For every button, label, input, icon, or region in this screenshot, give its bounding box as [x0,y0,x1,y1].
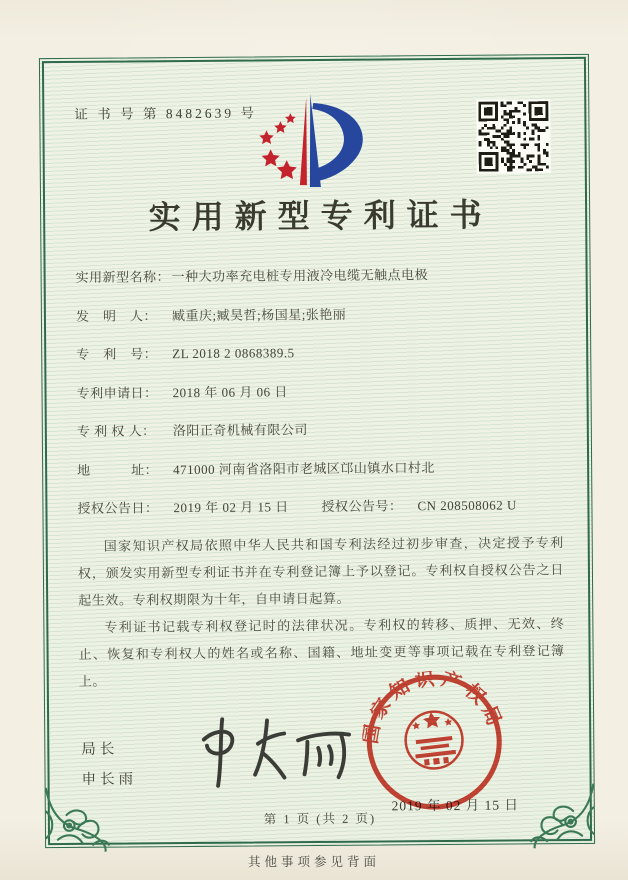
field-label: 专 利 权 人： [76,423,156,439]
officer-name: 申长雨 [81,771,138,788]
field-value: 臧重庆;臧昊哲;杨国星;张艳丽 [171,306,347,323]
back-note: 其他事项参见背面 [247,855,380,869]
field-label: 实用新型名称： [75,269,171,285]
field-value: 洛阳正奇机械有限公司 [172,422,308,439]
certificate-number: 证 书 号 第 8482639 号 [74,105,258,122]
officer-title: 局长 [81,741,119,758]
legal-paragraph-1: 国家知识产权局依照中华人民共和国专利法经过初步审查，决定授予专利权，颁发实用新型专利证书并在专利登记簿上予以登记。专利权自授权公告之日起生效。专利权期限为十年，自申请日起算。 [77,535,564,608]
field-value: 2018 年 06 月 06 日 [172,383,288,400]
field-value: 2019 年 02 月 15 日 [173,499,289,516]
seal-date: 2019 年 02 月 15 日 [391,797,520,814]
field-value: 一种大功率充电桩专用液冷电缆无触点电极 [171,267,429,285]
field-invention-name [76,264,562,288]
field-label: 地 址： [77,461,159,478]
field-label: 发 明 人： [75,307,158,324]
certificate-title: 实用新型专利证书 [148,196,493,236]
floral-ornament-icon [509,760,598,849]
field-address [77,457,563,481]
certificate-fields [76,264,564,537]
field-value: CN 208508062 U [417,497,517,514]
field-patent-number [76,341,562,365]
field-grant-number [319,495,563,517]
officer-signature-icon [185,705,356,798]
field-label: 授权公告号： [321,498,403,514]
field-value: 471000 河南省洛阳市老城区邙山镇水口村北 [173,459,435,477]
floral-ornament-icon [41,763,130,852]
field-patentee [77,418,563,442]
official-seal-icon [356,664,513,821]
legal-paragraph-2: 专利证书记载专利权登记时的法律状况。专利权的转移、质押、无效、终止、恢复和专利权人的姓名或名称、国籍、地址变更等事项记载在专利登记簿上。 [78,616,565,689]
field-value: ZL 2018 2 0868389.5 [172,345,295,362]
field-label: 专 利 号： [76,346,158,362]
qr-code [476,99,551,174]
page-number: 第 1 页 (共 2 页) [263,811,377,827]
cnipa-logo-icon [236,82,389,201]
field-inventors [76,303,562,327]
field-label: 专利申请日： [76,384,158,401]
field-grant-row [77,495,563,519]
field-grant-date [77,497,319,519]
certificate-frame [39,54,595,848]
seal-text: 国家知识产权局 [360,668,507,746]
field-label: 授权公告日： [77,500,159,516]
field-application-date [76,380,562,404]
